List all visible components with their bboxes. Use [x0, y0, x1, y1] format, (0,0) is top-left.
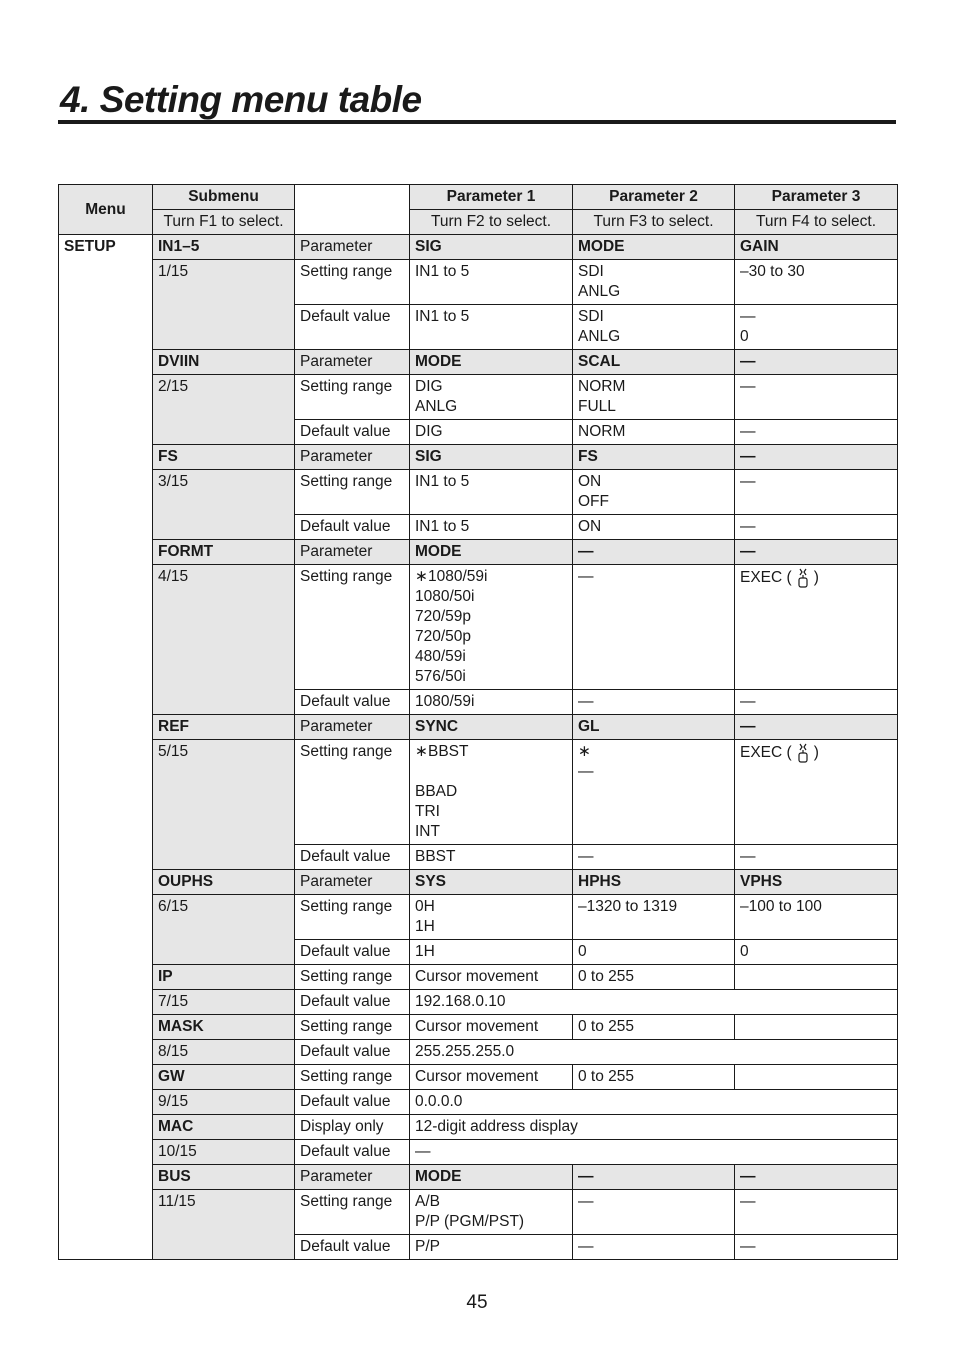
parameter-3-value: — — [735, 470, 898, 515]
parameter-3-value — [735, 740, 898, 845]
parameter-3-value — [735, 965, 898, 990]
value-span: 255.255.255.0 — [410, 1040, 898, 1065]
parameter-2-value: — — [573, 845, 735, 870]
parameter-3-value — [735, 1015, 898, 1040]
submenu-page: 10/15 — [153, 1140, 295, 1165]
parameter-2-value: –1320 to 1319 — [573, 895, 735, 940]
row-label: Default value — [295, 515, 410, 540]
row-label: Default value — [295, 1090, 410, 1115]
parameter-3-value — [735, 565, 898, 690]
parameter-2-value: NORM FULL — [573, 375, 735, 420]
header-parameter-1-hint: Turn F2 to select. — [410, 210, 573, 235]
parameter-3-value: — — [735, 540, 898, 565]
submenu-name: MASK — [153, 1015, 295, 1040]
parameter-1-value: 1H — [410, 940, 573, 965]
page-title: 4. Setting menu table — [60, 79, 422, 120]
submenu-name: DVIIN — [153, 350, 295, 375]
header-parameter-3-hint: Turn F4 to select. — [735, 210, 898, 235]
row-label: Setting range — [295, 740, 410, 845]
parameter-1-value: MODE — [410, 350, 573, 375]
table-row — [59, 1065, 898, 1090]
exec-label: EXEC ( — [740, 744, 792, 762]
parameter-3-value: — — [735, 1165, 898, 1190]
parameter-1-value: SIG — [410, 445, 573, 470]
parameter-1-value: 0H 1H — [410, 895, 573, 940]
parameter-2-value: FS — [573, 445, 735, 470]
parameter-2-value: — — [573, 540, 735, 565]
table-row — [59, 1115, 898, 1140]
parameter-1-value: IN1 to 5 — [410, 515, 573, 540]
parameter-3-value: –100 to 100 — [735, 895, 898, 940]
row-label: Parameter — [295, 715, 410, 740]
header-parameter-1: Parameter 1 — [410, 185, 573, 210]
header-submenu: Submenu — [153, 185, 295, 210]
submenu-page: 5/15 — [153, 740, 295, 870]
row-label: Parameter — [295, 350, 410, 375]
table-row — [59, 715, 898, 740]
table-row — [59, 1090, 898, 1115]
parameter-2-value: SDI ANLG — [573, 305, 735, 350]
menu-setup: SETUP — [59, 235, 153, 1260]
parameter-2-value: SDI ANLG — [573, 260, 735, 305]
parameter-1-value: SYNC — [410, 715, 573, 740]
hand-knob-icon — [794, 567, 812, 589]
submenu-page: 7/15 — [153, 990, 295, 1015]
parameter-2-value: HPHS — [573, 870, 735, 895]
row-label: Default value — [295, 690, 410, 715]
parameter-1-value: MODE — [410, 1165, 573, 1190]
table-row — [59, 375, 898, 420]
parameter-1-value: ∗1080/59i 1080/50i 720/59p 720/50p 480/59i 576/50i — [410, 565, 573, 690]
setting-menu-table — [58, 184, 898, 1260]
parameter-3-value — [735, 1065, 898, 1090]
parameter-2-value: ∗ — — [573, 740, 735, 845]
submenu-name: OUPHS — [153, 870, 295, 895]
parameter-2-value: 0 — [573, 940, 735, 965]
header-blank — [295, 185, 410, 235]
parameter-2-value: — — [573, 1190, 735, 1235]
parameter-3-value: — — [735, 350, 898, 375]
row-label: Setting range — [295, 1015, 410, 1040]
submenu-name: IP — [153, 965, 295, 990]
row-label: Parameter — [295, 445, 410, 470]
table-row — [59, 895, 898, 940]
parameter-2-value: — — [573, 565, 735, 690]
parameter-1-value: A/B P/P (PGM/PST) — [410, 1190, 573, 1235]
submenu-page: 3/15 — [153, 470, 295, 540]
parameter-3-value: — — [735, 375, 898, 420]
parameter-3-value: — — [735, 845, 898, 870]
page-number: 45 — [466, 1292, 488, 1313]
parameter-1-value: SYS — [410, 870, 573, 895]
table-row — [59, 990, 898, 1015]
table-row — [59, 540, 898, 565]
table-row — [59, 965, 898, 990]
submenu-name: IN1–5 — [153, 235, 295, 260]
parameter-1-value: Cursor movement — [410, 1015, 573, 1040]
submenu-name: MAC — [153, 1115, 295, 1140]
parameter-3-value: — 0 — [735, 305, 898, 350]
row-label: Default value — [295, 1235, 410, 1260]
value-span: 192.168.0.10 — [410, 990, 898, 1015]
submenu-page: 6/15 — [153, 895, 295, 965]
table-row — [59, 1140, 898, 1165]
submenu-name: GW — [153, 1065, 295, 1090]
parameter-3-value: VPHS — [735, 870, 898, 895]
parameter-3-value: GAIN — [735, 235, 898, 260]
table-row — [59, 1190, 898, 1235]
parameter-1-value: IN1 to 5 — [410, 470, 573, 515]
parameter-2-value: SCAL — [573, 350, 735, 375]
submenu-page: 4/15 — [153, 565, 295, 715]
row-label: Default value — [295, 940, 410, 965]
value-span: 12-digit address display — [410, 1115, 898, 1140]
parameter-3-value: — — [735, 1190, 898, 1235]
value-span: — — [410, 1140, 898, 1165]
parameter-1-value: 1080/59i — [410, 690, 573, 715]
table-row — [59, 445, 898, 470]
row-label: Parameter — [295, 235, 410, 260]
header-menu: Menu — [59, 185, 153, 235]
submenu-page: 1/15 — [153, 260, 295, 350]
table-row — [59, 350, 898, 375]
parameter-3-value: — — [735, 420, 898, 445]
row-label: Parameter — [295, 1165, 410, 1190]
table-row — [59, 260, 898, 305]
parameter-1-value: BBST — [410, 845, 573, 870]
parameter-1-value: IN1 to 5 — [410, 305, 573, 350]
submenu-name: REF — [153, 715, 295, 740]
parameter-2-value: NORM — [573, 420, 735, 445]
row-label: Setting range — [295, 565, 410, 690]
parameter-2-value: 0 to 255 — [573, 965, 735, 990]
row-label: Setting range — [295, 1190, 410, 1235]
parameter-1-value: P/P — [410, 1235, 573, 1260]
submenu-name: FORMT — [153, 540, 295, 565]
parameter-2-value: — — [573, 690, 735, 715]
row-label: Setting range — [295, 260, 410, 305]
hand-knob-icon — [794, 742, 812, 764]
parameter-1-value: DIG — [410, 420, 573, 445]
row-label: Display only — [295, 1115, 410, 1140]
table-row — [59, 870, 898, 895]
submenu-name: FS — [153, 445, 295, 470]
exec-label-close: ) — [813, 569, 819, 587]
parameter-3-value: — — [735, 715, 898, 740]
table-row — [59, 235, 898, 260]
parameter-1-value: IN1 to 5 — [410, 260, 573, 305]
parameter-2-value: MODE — [573, 235, 735, 260]
row-label: Default value — [295, 845, 410, 870]
parameter-1-value: MODE — [410, 540, 573, 565]
parameter-1-value: Cursor movement — [410, 965, 573, 990]
parameter-2-value: 0 to 255 — [573, 1015, 735, 1040]
row-label: Default value — [295, 1040, 410, 1065]
row-label: Setting range — [295, 895, 410, 940]
parameter-2-value: — — [573, 1165, 735, 1190]
row-label: Default value — [295, 990, 410, 1015]
parameter-3-value: — — [735, 515, 898, 540]
parameter-3-value: — — [735, 1235, 898, 1260]
parameter-1-value: SIG — [410, 235, 573, 260]
parameter-1-value: Cursor movement — [410, 1065, 573, 1090]
parameter-3-value: 0 — [735, 940, 898, 965]
table-row — [59, 1015, 898, 1040]
row-label: Setting range — [295, 470, 410, 515]
row-label: Parameter — [295, 870, 410, 895]
header-parameter-2: Parameter 2 — [573, 185, 735, 210]
table-row — [59, 1165, 898, 1190]
header-parameter-2-hint: Turn F3 to select. — [573, 210, 735, 235]
exec-label: EXEC ( — [740, 569, 792, 587]
row-label: Default value — [295, 420, 410, 445]
table-row — [59, 470, 898, 515]
header-parameter-3: Parameter 3 — [735, 185, 898, 210]
row-label: Default value — [295, 1140, 410, 1165]
parameter-2-value: ON OFF — [573, 470, 735, 515]
parameter-2-value: GL — [573, 715, 735, 740]
row-label: Parameter — [295, 540, 410, 565]
parameter-2-value: — — [573, 1235, 735, 1260]
row-label: Default value — [295, 305, 410, 350]
parameter-2-value: 0 to 255 — [573, 1065, 735, 1090]
row-label: Setting range — [295, 965, 410, 990]
row-label: Setting range — [295, 375, 410, 420]
table-row — [59, 1040, 898, 1065]
submenu-name: BUS — [153, 1165, 295, 1190]
parameter-3-value: — — [735, 690, 898, 715]
row-label: Setting range — [295, 1065, 410, 1090]
parameter-3-value: — — [735, 445, 898, 470]
parameter-3-value: –30 to 30 — [735, 260, 898, 305]
submenu-page: 9/15 — [153, 1090, 295, 1115]
submenu-page: 8/15 — [153, 1040, 295, 1065]
submenu-page: 11/15 — [153, 1190, 295, 1260]
submenu-page: 2/15 — [153, 375, 295, 445]
value-span: 0.0.0.0 — [410, 1090, 898, 1115]
parameter-1-value: ∗BBST BBAD TRI INT — [410, 740, 573, 845]
exec-label-close: ) — [813, 744, 819, 762]
table-row — [59, 565, 898, 690]
table-row — [59, 740, 898, 845]
header-submenu-hint: Turn F1 to select. — [153, 210, 295, 235]
parameter-2-value: ON — [573, 515, 735, 540]
title-rule — [58, 120, 896, 124]
parameter-1-value: DIG ANLG — [410, 375, 573, 420]
